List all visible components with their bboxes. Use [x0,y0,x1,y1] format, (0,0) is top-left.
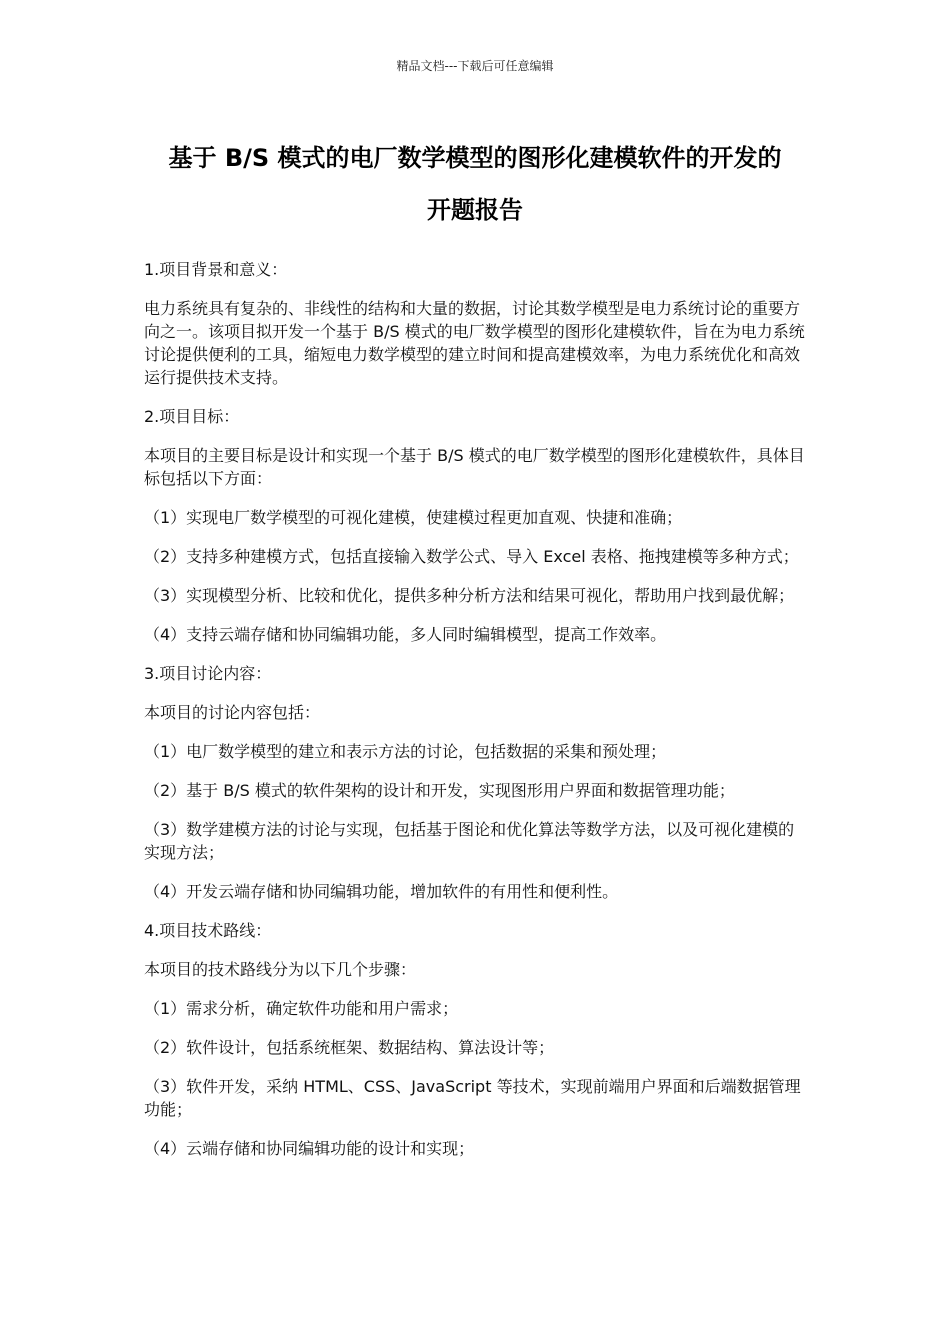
paragraph-background: 电力系统具有复杂的、非线性的结构和大量的数据，讨论其数学模型是电力系统讨论的重要方向之一。该项目拟开发一个基于 B/S 模式的电厂数学模型的图形化建模软件，旨在为电力系统讨论提供便利的工具，缩短电力数学模型的建立时间和提高建模效率，为电力系统优化和高效运行提供技术支持。 [144,299,805,387]
title-line-1: 基于 B/S 模式的电厂数学模型的图形化建模软件的开发的 [168,144,782,172]
paragraph-content-intro: 本项目的讨论内容包括： [144,703,321,722]
section-heading-goals: 2.项目目标： [144,407,240,426]
list-item-goal-3: （3）实现模型分析、比较和优化，提供多种分析方法和结果可视化，帮助用户找到最优解； [144,586,795,605]
list-item-content-2: （2）基于 B/S 模式的软件架构的设计和开发，实现图形用户界面和数据管理功能； [144,781,735,800]
paragraph-goals-intro: 本项目的主要目标是设计和实现一个基于 B/S 模式的电厂数学模型的图形化建模软件，具体目标包括以下方面： [144,446,805,488]
list-item-step-1: （1）需求分析，确定软件功能和用户需求； [144,999,459,1018]
section-heading-background: 1.项目背景和意义： [144,260,288,279]
document-title [120,132,830,236]
list-item-goal-4: （4）支持云端存储和协同编辑功能，多人同时编辑模型，提高工作效率。 [144,625,667,644]
list-item-step-3: （3）软件开发，采纳 HTML、CSS、JavaScript 等技术，实现前端用户界面和后端数据管理功能； [144,1077,801,1119]
list-item-goal-1: （1）实现电厂数学模型的可视化建模，使建模过程更加直观、快捷和准确； [144,508,683,527]
list-item-content-1: （1）电厂数学模型的建立和表示方法的讨论，包括数据的采集和预处理； [144,742,667,761]
header-note: 精品文档---下载后可任意编辑 [396,59,554,73]
list-item-content-4: （4）开发云端存储和协同编辑功能，增加软件的有用性和便利性。 [144,882,619,901]
section-heading-content: 3.项目讨论内容： [144,664,272,683]
title-line-2: 开题报告 [427,196,523,224]
document-body [144,258,810,1176]
list-item-step-4: （4）云端存储和协同编辑功能的设计和实现； [144,1139,475,1158]
paragraph-tech-route-intro: 本项目的技术路线分为以下几个步骤： [144,960,417,979]
list-item-content-3: （3）数学建模方法的讨论与实现，包括基于图论和优化算法等数学方法，以及可视化建模的实现方法； [144,820,795,862]
list-item-goal-2: （2）支持多种建模方式，包括直接输入数学公式、导入 Excel 表格、拖拽建模等多种方式； [144,547,799,566]
list-item-step-2: （2）软件设计，包括系统框架、数据结构、算法设计等； [144,1038,555,1057]
section-heading-tech-route: 4.项目技术路线： [144,921,272,940]
